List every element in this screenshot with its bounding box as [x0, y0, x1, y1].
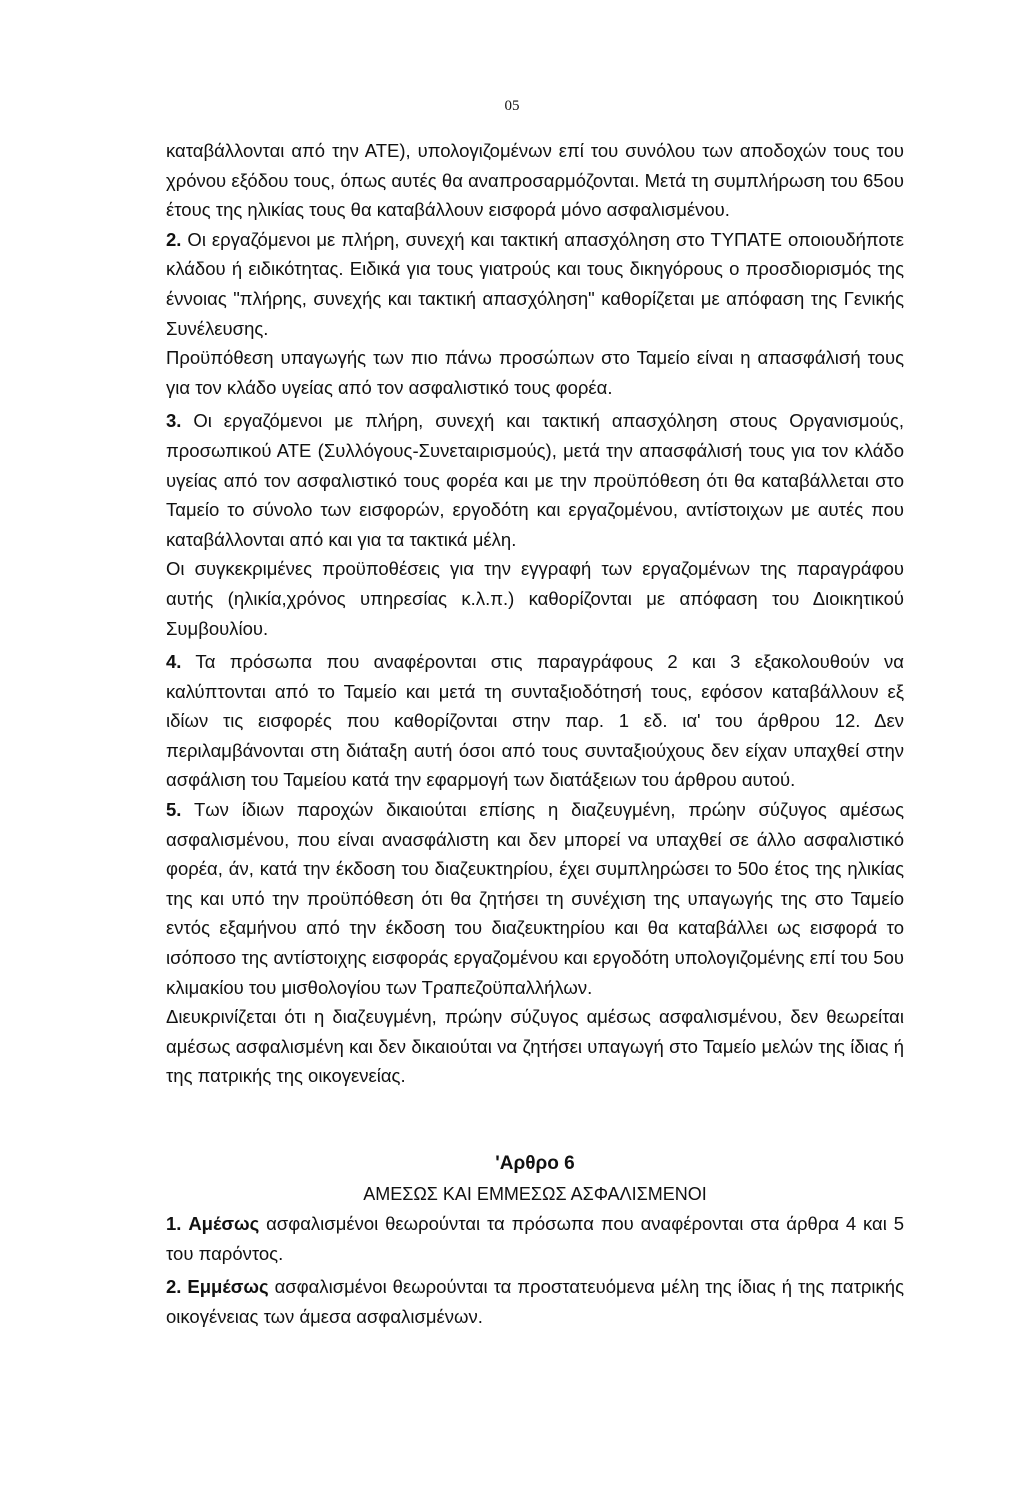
paragraph-number: 3.: [166, 410, 182, 432]
page-number: 05: [504, 98, 520, 114]
paragraph-4: [166, 406, 904, 554]
paragraph-7: [166, 795, 904, 1002]
item-text: ασφαλισμένοι θεωρούνται τα προστατευόμενα μέλη της ίδιας ή της πατρικής οικογένειας των άμεσα ασφαλισμένων.: [166, 1276, 904, 1327]
item-keyword: Αμέσως: [188, 1213, 260, 1234]
paragraph-number: 2.: [166, 228, 182, 250]
paragraph-text: Οι εργαζόμενοι με πλήρη, συνεχή και τακτική απασχόληση στους Οργανισμούς, προσωπικού ΑΤΕ (Συλλόγους-Συνεταιρισμούς), μετά την απασφάλισή τους για τον κλάδο υγείας από τον ασφαλιστικό τους φορέα και με την προϋπόθεση ότι θα καταβάλλεται στο Ταμείο το σύνολο των εισφορών, εργοδότη και εργαζομένου, αντίστοιχων με αυτές που καταβάλλονται από και για τα τακτικά μέλη.: [166, 410, 904, 550]
paragraph-6: [166, 647, 904, 795]
article-item-1: [166, 1209, 904, 1268]
paragraph-text: Των ίδιων παροχών δικαιούται επίσης η διαζευγμένη, πρώην σύζυγος αμέσως ασφαλισμένου, που είναι ανασφάλιστη και δεν μπορεί να υπαχθεί σε άλλο ασφαλιστικό φορέα, άν, κατά την έκδοση του διαζευκτηρίου, έχει συμπληρώσει το 50ο έτος της ηλικίας της και υπό την προϋπόθεση ότι θα ζητήσει τη συνέχιση της υπαγωγής της στο Ταμείο εντός εξαμήνου από την έκδοση του διαζευκτηρίου και θα καταβάλλει ως εισφορά το ισόποσο της αντίστοιχης εισφοράς εργαζομένου και εργοδότη υπολογιζομένης επί του 5ου κλιμακίου του μισθολογίου των Τραπεζοϋπαλλήλων.: [166, 799, 904, 998]
paragraph-number: 5.: [166, 799, 182, 821]
paragraph-1: καταβάλλονται από την ΑΤΕ), υπολογιζομένων επί του συνόλου των αποδοχών τους του χρόνου εξόδου τους, όπως αυτές θα αναπροσαρμόζονται. Μετά τη συμπλήρωση του 65ου έτους της ηλικίας τους θα καταβάλλουν εισφορά μόνο ασφαλισμένου.: [166, 140, 904, 221]
item-number: 1.: [166, 1213, 182, 1234]
paragraph-text: Οι εργαζόμενοι με πλήρη, συνεχή και τακτική απασχόληση στο ΤΥΠΑΤΕ οποιουδήποτε κλάδου ή ειδικότητας. Ειδικά για τους γιατρούς και τους δικηγόρους ο προσδιορισμός της έννοιας "πλήρης, συνεχής και τακτική απασχόληση" καθορίζεται με απόφαση της Γενικής Συνέλευσης.: [166, 228, 904, 339]
item-text: ασφαλισμένοι θεωρούνται τα πρόσωπα που αναφέρονται στα άρθρα 4 και 5 του παρόντος.: [166, 1213, 905, 1264]
article-heading: ΑΜΕΣΩΣ ΚΑΙ ΕΜΜΕΣΩΣ ΑΣΦΑΛΙΣΜΕΝΟΙ: [363, 1184, 707, 1204]
paragraph-5: Οι συγκεκριμένες προϋποθέσεις για την εγγραφή των εργαζομένων της παραγράφου αυτής (ηλικία,χρόνος υπηρεσίας κ.λ.π.) καθορίζονται με απόφαση του Διοικητικού Συμβουλίου.: [166, 558, 904, 639]
item-number: 2.: [166, 1276, 182, 1298]
paragraph-text: Τα πρόσωπα που αναφέρονται στις παραγράφους 2 και 3 εξακολουθούν να καλύπτονται από το Ταμείο και μετά τη συνταξιοδότησή τους, εφόσον καταβάλλουν εξ ιδίων τις εισφορές που καθορίζονται στην παρ. 1 εδ. ια' του άρθρου 12. Δεν περιλαμβάνονται στη διάταξη αυτή όσοι από τους συνταξιούχους δεν είχαν υπαχθεί στην ασφάλιση του Ταμείου κατά την εφαρμογή των διατάξειων του άρθρου αυτού.: [166, 651, 904, 791]
item-keyword: Εμμέσως: [187, 1276, 269, 1298]
paragraph-3: Προϋπόθεση υπαγωγής των πιο πάνω προσώπων στο Ταμείο είναι η απασφάλισή τους για τον κλάδο υγείας από τον ασφαλιστικό τους φορέα.: [166, 347, 904, 398]
document-body: [166, 136, 904, 1331]
paragraph-8: Διευκρινίζεται ότι η διαζευγμένη, πρώην σύζυγος αμέσως ασφαλισμένου, δεν θεωρείται αμέσως ασφαλισμένη και δεν δικαιούται να ζητήσει υπαγωγή στο Ταμείο μελών της ίδιας ή της πατρικής της οικογενείας.: [166, 1006, 904, 1087]
article-title: 'Αρθρο 6: [495, 1153, 575, 1174]
article-item-2: [166, 1272, 904, 1331]
paragraph-2: [166, 225, 904, 343]
paragraph-number: 4.: [166, 651, 182, 673]
